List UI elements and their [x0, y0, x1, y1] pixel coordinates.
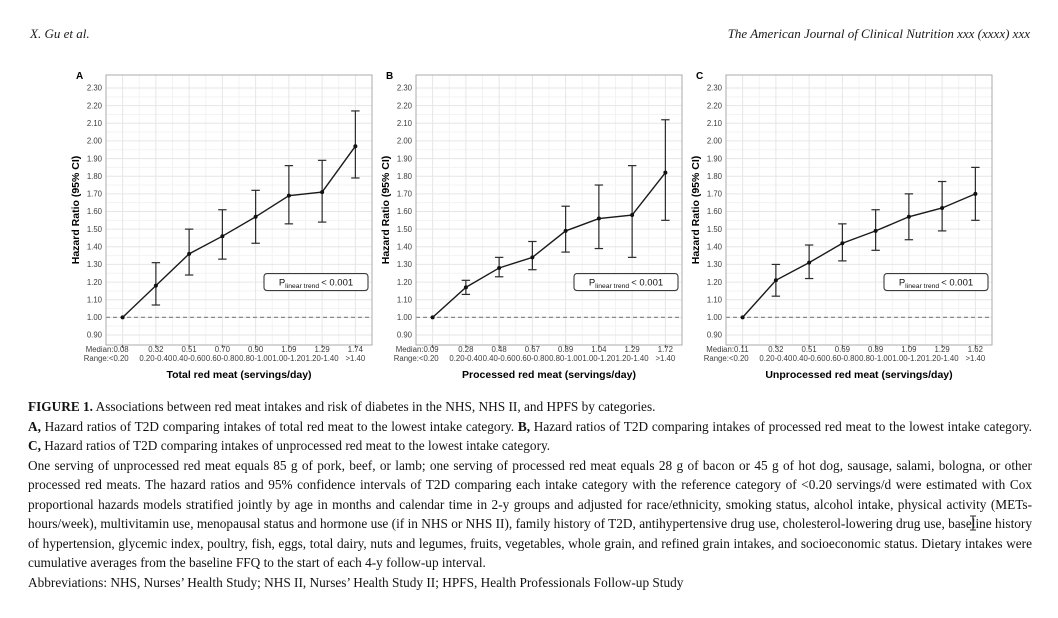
y-tick-label: 1.50: [706, 224, 722, 234]
x-tick-label-range: 1.00-1.20: [892, 354, 926, 363]
y-tick-label: 2.10: [396, 118, 412, 128]
y-axis-title: Hazard Ratio (95% CI): [380, 155, 392, 265]
running-authors: X. Gu et al.: [30, 26, 90, 41]
data-point: [807, 261, 811, 265]
y-tick-label: 1.10: [86, 295, 102, 305]
x-tick-label-median: 1.72: [657, 345, 673, 354]
x-tick-label-range: Range:<0.20: [393, 354, 439, 363]
y-tick-label: 1.40: [396, 242, 412, 252]
y-tick-label: 1.90: [86, 154, 102, 164]
journal-title: The American Journal of Clinical Nutrition xxx (xxxx) xxx: [727, 26, 1030, 41]
x-axis-title: Unprocessed red meat (servings/day): [765, 369, 953, 381]
y-axis-title: Hazard Ratio (95% CI): [690, 155, 702, 265]
data-point: [564, 229, 568, 233]
y-tick-label: 1.50: [86, 224, 102, 234]
x-tick-label-median: 1.29: [314, 345, 330, 354]
x-tick-label-range: 1.20-1.40: [615, 354, 649, 363]
caption-panel-c-text: Hazard ratios of T2D comparing intakes of unprocessed red meat to the lowest intake category.: [40, 438, 551, 453]
y-tick-label: 2.20: [706, 101, 722, 111]
x-tick-label-median: 0.67: [524, 345, 540, 354]
y-tick-label: 2.00: [396, 136, 412, 146]
y-tick-label: 1.00: [706, 313, 722, 323]
x-tick-label-median: 0.28: [458, 345, 474, 354]
x-tick-label-median: 0.51: [801, 345, 817, 354]
x-tick-label-range: Range:<0.20: [703, 354, 749, 363]
y-tick-label: 1.20: [706, 277, 722, 287]
x-tick-label-range: 0.60-0.80: [205, 354, 239, 363]
x-tick-label-range: 0.20-0.40: [759, 354, 793, 363]
data-point: [907, 215, 911, 219]
data-point: [320, 190, 324, 194]
y-tick-label: 1.30: [396, 260, 412, 270]
y-tick-label: 2.30: [396, 83, 412, 93]
y-tick-label: 1.70: [86, 189, 102, 199]
data-point: [154, 284, 158, 288]
caption-panel-a-text: Hazard ratios of T2D comparing intakes of total red meat to the lowest intake category.: [40, 418, 518, 434]
x-tick-label-range: >1.40: [655, 354, 676, 363]
x-tick-label-median: 1.62: [967, 345, 983, 354]
y-tick-label: 1.10: [396, 295, 412, 305]
y-tick-label: 1.60: [396, 207, 412, 217]
x-tick-label-range: 0.80-1.00: [859, 354, 893, 363]
caption-methods: One serving of unprocessed red meat equals 85 g of pork, beef, or lamb; one serving of processed red meat equals 28 g of bacon or 45 g of hot dog, sausage, salami, bologna, or other processed red meats. The hazard ratios and 95% confidence intervals of T2D comparing each intake category with the reference category of <0.20 servings/d were estimated with Cox proportional hazards models stratified jointly by age in months and calendar time in 2-y groups and adjusted for race/ethnicity, smoking status, alcohol intake, physical activity (METs-hours/week), multivitamin use, menopausal status and hormone use (if in NHS or NHS II), family history of T2D, antihypertensive drug use, cholesterol-lowering drug use, baseline history of hypertension, glycemic index, poultry, fish, eggs, total dairy, nuts and legumes, fruits, vegetables, whole grain, and refined grain intakes, and socioeconomic status. Dietary intakes were cumulative averages from the baseline FFQ to the start of each 4-y follow-up interval.: [28, 457, 1032, 570]
chart-panel-b: [378, 64, 688, 394]
chart-panel-c: [688, 64, 998, 394]
y-tick-label: 2.10: [86, 118, 102, 128]
y-tick-label: 1.70: [706, 189, 722, 199]
x-tick-label-median: 1.09: [281, 345, 297, 354]
caption-panel-c-label: C,: [28, 438, 41, 453]
x-tick-label-median: Median:0.08: [85, 345, 129, 354]
y-tick-label: 1.80: [396, 171, 412, 181]
y-tick-label: 2.00: [86, 136, 102, 146]
y-tick-label: 1.20: [396, 277, 412, 287]
x-tick-label-median: 0.51: [181, 345, 197, 354]
p-value-label: $P_{linear trend} < 0.001$: [588, 277, 664, 290]
data-point: [741, 315, 745, 319]
y-tick-label: 0.90: [396, 330, 412, 340]
caption-panel-descriptions: [28, 417, 1032, 456]
x-tick-label-range: 1.20-1.40: [305, 354, 339, 363]
data-point: [630, 213, 634, 217]
data-point: [840, 241, 844, 245]
x-tick-label-range: 0.20-0.40: [139, 354, 173, 363]
figure-caption: [28, 397, 1032, 592]
x-tick-label-median: 1.04: [591, 345, 607, 354]
chart-panel-a: [68, 64, 378, 394]
caption-panel-b-text: Hazard ratios of T2D comparing intakes of processed red meat to the lowest intake category.: [530, 418, 1033, 434]
y-tick-label: 2.20: [396, 101, 412, 111]
y-tick-label: 1.50: [396, 224, 412, 234]
x-tick-label-median: 0.32: [148, 345, 164, 354]
x-tick-label-median: Median:0.09: [395, 345, 439, 354]
y-tick-label: 2.20: [86, 101, 102, 111]
data-point: [431, 315, 435, 319]
x-tick-label-median: 0.69: [834, 345, 850, 354]
p-value-label: $P_{linear trend} < 0.001$: [278, 277, 354, 290]
page-header: [30, 26, 1030, 42]
x-tick-label-median: 1.09: [901, 345, 917, 354]
y-tick-label: 1.20: [86, 277, 102, 287]
y-tick-label: 2.30: [86, 83, 102, 93]
x-axis-title: Processed red meat (servings/day): [462, 369, 636, 381]
caption-abbreviations: Abbreviations: NHS, Nurses’ Health Study; NHS II, Nurses’ Health Study II; HPFS, Health Professionals Follow-up Study: [28, 574, 684, 590]
y-tick-label: 1.00: [396, 313, 412, 323]
x-tick-label-median: 1.74: [347, 345, 363, 354]
data-point: [464, 285, 468, 289]
text-cursor: [968, 515, 978, 531]
x-tick-label-median: 0.32: [768, 345, 784, 354]
x-axis-title: Total red meat (servings/day): [166, 369, 312, 381]
x-tick-label-median: Median:0.11: [706, 345, 749, 354]
p-value-label: $P_{linear trend} < 0.001$: [898, 277, 974, 290]
x-tick-label-median: 0.90: [248, 345, 264, 354]
y-tick-label: 2.10: [706, 118, 722, 128]
y-tick-label: 1.60: [86, 207, 102, 217]
data-point: [353, 144, 357, 148]
panel-letter: A: [76, 71, 84, 82]
caption-panel-b-label: B,: [517, 418, 531, 434]
x-tick-label-median: 0.89: [558, 345, 574, 354]
y-tick-label: 1.90: [706, 154, 722, 164]
y-tick-label: 2.00: [706, 136, 722, 146]
x-tick-label-median: 1.29: [624, 345, 640, 354]
panel-letter: B: [386, 71, 394, 82]
x-tick-label-range: 1.00-1.20: [582, 354, 616, 363]
y-tick-label: 1.10: [706, 295, 722, 305]
y-tick-label: 1.40: [706, 242, 722, 252]
x-tick-label-range: 0.80-1.00: [239, 354, 273, 363]
y-tick-label: 1.90: [396, 154, 412, 164]
y-tick-label: 1.70: [396, 189, 412, 199]
x-tick-label-range: 0.40-0.60: [172, 354, 206, 363]
y-tick-label: 1.40: [86, 242, 102, 252]
x-tick-label-median: 0.48: [491, 345, 507, 354]
x-tick-label-range: 1.00-1.20: [272, 354, 306, 363]
y-axis-title: Hazard Ratio (95% CI): [70, 155, 82, 265]
caption-figure-label: FIGURE 1.: [28, 399, 94, 414]
y-tick-label: 0.90: [86, 330, 102, 340]
y-tick-label: 1.80: [86, 171, 102, 181]
x-tick-label-range: 0.80-1.00: [549, 354, 583, 363]
panel-letter: C: [696, 71, 704, 82]
y-tick-label: 1.30: [86, 260, 102, 270]
data-point: [220, 234, 224, 238]
figure-1: [68, 64, 998, 394]
x-tick-label-median: 1.29: [934, 345, 950, 354]
y-tick-label: 1.80: [706, 171, 722, 181]
y-tick-label: 1.00: [86, 313, 102, 323]
x-tick-label-range: Range:<0.20: [83, 354, 129, 363]
data-point: [874, 229, 878, 233]
caption-title: [28, 397, 1032, 417]
y-tick-label: 2.30: [706, 83, 722, 93]
caption-panel-a-label: A,: [28, 418, 41, 434]
x-tick-label-range: 0.20-0.40: [449, 354, 483, 363]
data-point: [597, 217, 601, 221]
x-tick-label-range: 0.40-0.60: [792, 354, 826, 363]
y-tick-label: 0.90: [706, 330, 722, 340]
y-tick-label: 1.30: [706, 260, 722, 270]
x-tick-label-range: >1.40: [345, 354, 366, 363]
data-point: [254, 215, 258, 219]
data-point: [530, 255, 534, 259]
caption-title-text: Associations between red meat intakes and risk of diabetes in the NHS, NHS II, and HPFS by categories.: [93, 399, 656, 414]
y-tick-label: 1.60: [706, 207, 722, 217]
x-tick-label-median: 0.89: [868, 345, 884, 354]
x-tick-label-range: 1.20-1.40: [925, 354, 959, 363]
data-point: [187, 252, 191, 256]
x-tick-label-range: 0.40-0.60: [482, 354, 516, 363]
x-tick-label-range: >1.40: [965, 354, 986, 363]
data-point: [663, 171, 667, 175]
data-point: [774, 278, 778, 282]
x-tick-label-median: 0.70: [214, 345, 230, 354]
x-tick-label-range: 0.60-0.80: [515, 354, 549, 363]
data-point: [973, 192, 977, 196]
data-point: [940, 206, 944, 210]
data-point: [121, 315, 125, 319]
data-point: [287, 194, 291, 198]
data-point: [497, 266, 501, 270]
x-tick-label-range: 0.60-0.80: [825, 354, 859, 363]
